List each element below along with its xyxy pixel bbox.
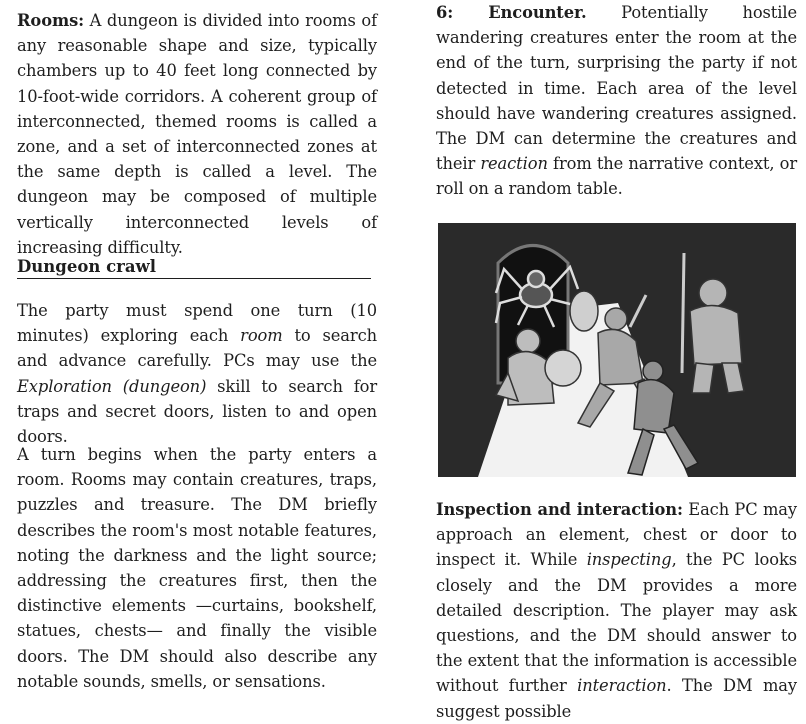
- inspection-italic-inspecting: inspecting: [586, 550, 672, 570]
- encounter-paragraph: [436, 0, 797, 202]
- crawl-text-3: skill to search for traps and secret doors, listen to and open doors.: [17, 376, 377, 447]
- crawl-italic-room: room: [240, 326, 283, 346]
- rooms-term: Rooms:: [17, 11, 85, 30]
- encounter-text-2: from the narrative context, or roll on a random table.: [436, 154, 797, 199]
- encounter-text-1: Potentially hostile wandering creatures enter the room at the end of the turn, surprising the party if not detected in time. Each area of the level should have wandering creatures assigned. The DM can determine the creatures and their: [436, 3, 797, 174]
- turn-paragraph: A turn begins when the party enters a room. Rooms may contain creatures, traps, puzzles and treasure. The DM briefly describes the room's most notable features, noting the darkness and the light source; addressing the creatures first, then the distinctive elements —curtains, bookshelf, statues, chests— and finally the visible doors. The DM should also describe any notable sounds, smells, or sensations.: [17, 445, 377, 691]
- crawl-text-1: The party must spend one turn (10 minutes) exploring each: [17, 301, 377, 346]
- crawl-text-2: to search and advance carefully. PCs may use the: [17, 326, 377, 371]
- inspection-term: Inspection and interaction:: [436, 500, 683, 519]
- crawl-paragraph: [17, 298, 377, 449]
- adventurers-fighting-giant-spider-illustration: [438, 223, 796, 477]
- crawl-italic-skill: Exploration (dungeon): [17, 376, 207, 396]
- encounter-italic-reaction: reaction: [480, 154, 548, 174]
- inspection-italic-interaction: interaction: [577, 676, 667, 696]
- rooms-text: A dungeon is divided into rooms of any reasonable shape and size, typically chambers up to 40 feet long connected by 10-foot-wide corridors. A coherent group of interconnected, themed rooms is called a zone, and a set of interconnected zones at the same depth is called a level. The dungeon may be composed of multiple vertically interconnected levels of increasing difficulty.: [17, 11, 377, 257]
- dungeon-crawl-heading: Dungeon crawl: [17, 256, 371, 279]
- inspection-text-3: . The DM may suggest possible: [436, 676, 797, 721]
- encounter-term: 6: Encounter.: [436, 3, 587, 22]
- illustration-svg: [438, 223, 796, 477]
- inspection-paragraph: [436, 497, 797, 724]
- inspection-text-2: , the PC looks closely and the DM provides a more detailed description. The player may ask questions, and the DM should answer to the extent that the information is accessible without further: [436, 550, 797, 696]
- rooms-paragraph: [17, 8, 377, 260]
- inspection-text-1: Each PC may approach an element, chest or door to inspect it. While: [436, 500, 797, 570]
